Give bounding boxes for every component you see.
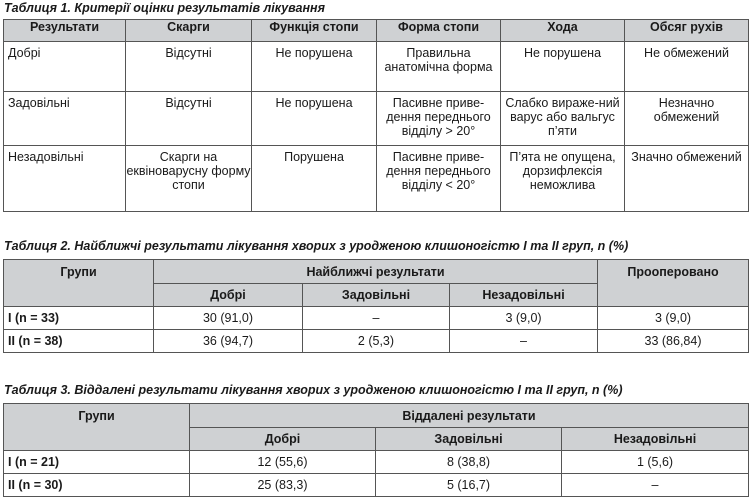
table2-cell: 3 (9,0) bbox=[450, 307, 598, 330]
table2-cell: 33 (86,84) bbox=[598, 330, 749, 353]
table3-cell: – bbox=[562, 474, 749, 497]
table3-cell-group: II (n = 30) bbox=[4, 474, 190, 497]
table1-cell: Незначно обмежений bbox=[625, 92, 749, 146]
table2-subheader: Незадовільні bbox=[450, 284, 598, 307]
table1-header: Скарги bbox=[126, 20, 252, 42]
table1-cell: Порушена bbox=[252, 146, 377, 212]
table1-caption: Таблиця 1. Критерії оцінки результатів лікування bbox=[4, 1, 325, 15]
table1-header-row bbox=[4, 20, 749, 42]
table2 bbox=[3, 259, 749, 353]
table2-cell-group: I (n = 33) bbox=[4, 307, 154, 330]
table1-cell: Незадовільні bbox=[4, 146, 126, 212]
table2-header-span: Найближчі результати bbox=[154, 260, 598, 284]
table1-cell: Скарги на еквіноварусну форму стопи bbox=[126, 146, 252, 212]
table1-cell: Задовільні bbox=[4, 92, 126, 146]
table3 bbox=[3, 403, 749, 497]
table3-subheader: Незадовільні bbox=[562, 428, 749, 451]
table1-header: Функція стопи bbox=[252, 20, 377, 42]
table-row bbox=[4, 42, 749, 92]
table3-cell: 8 (38,8) bbox=[376, 451, 562, 474]
table3-subheader: Задовільні bbox=[376, 428, 562, 451]
table1-cell: Не порушена bbox=[501, 42, 625, 92]
table1-cell: Правильна анатомічна форма bbox=[377, 42, 501, 92]
table1-header: Хода bbox=[501, 20, 625, 42]
table2-subheader: Добрі bbox=[154, 284, 303, 307]
table3-subheader: Добрі bbox=[190, 428, 376, 451]
table1-cell: Пасивне приве-дення переднього відділу > 20° bbox=[377, 92, 501, 146]
table1-cell: Слабко вираже-ний варус або вальгус п’яти bbox=[501, 92, 625, 146]
table1-cell: Не порушена bbox=[252, 42, 377, 92]
table-row bbox=[4, 474, 749, 497]
table3-header-span: Віддалені результати bbox=[190, 404, 749, 428]
table1-header: Форма стопи bbox=[377, 20, 501, 42]
table2-cell: 30 (91,0) bbox=[154, 307, 303, 330]
table3-header-row bbox=[4, 404, 749, 428]
table-row bbox=[4, 451, 749, 474]
table2-cell: 2 (5,3) bbox=[303, 330, 450, 353]
table1-cell: Добрі bbox=[4, 42, 126, 92]
table1-cell: Значно обмежений bbox=[625, 146, 749, 212]
table3-header-groups: Групи bbox=[4, 404, 190, 451]
table1-cell: Відсутні bbox=[126, 92, 252, 146]
table1-cell: Відсутні bbox=[126, 42, 252, 92]
table1 bbox=[3, 19, 749, 212]
table1-cell: Не порушена bbox=[252, 92, 377, 146]
table2-cell: 3 (9,0) bbox=[598, 307, 749, 330]
table2-header-operated: Прооперовано bbox=[598, 260, 749, 307]
table2-cell: – bbox=[303, 307, 450, 330]
table2-caption: Таблиця 2. Найближчі результати лікування хворих з уродженою клишоногістю I та II груп, n (%) bbox=[4, 239, 629, 253]
table3-cell-group: I (n = 21) bbox=[4, 451, 190, 474]
table3-caption: Таблиця 3. Віддалені результати лікування хворих з уродженою клишоногістю I та II груп, n (%) bbox=[4, 383, 623, 397]
table1-cell: Пасивне приве-дення переднього відділу < 20° bbox=[377, 146, 501, 212]
table2-subheader: Задовільні bbox=[303, 284, 450, 307]
table2-header-row bbox=[4, 260, 749, 284]
table3-cell: 5 (16,7) bbox=[376, 474, 562, 497]
table3-cell: 1 (5,6) bbox=[562, 451, 749, 474]
table2-header-groups: Групи bbox=[4, 260, 154, 307]
table-row bbox=[4, 146, 749, 212]
table-row bbox=[4, 330, 749, 353]
table3-cell: 25 (83,3) bbox=[190, 474, 376, 497]
table2-cell: 36 (94,7) bbox=[154, 330, 303, 353]
table2-cell: – bbox=[450, 330, 598, 353]
table2-cell-group: II (n = 38) bbox=[4, 330, 154, 353]
table1-header: Обсяг рухів bbox=[625, 20, 749, 42]
table-row bbox=[4, 307, 749, 330]
table-row bbox=[4, 92, 749, 146]
table1-header: Результати bbox=[4, 20, 126, 42]
table1-cell: Не обмежений bbox=[625, 42, 749, 92]
table1-cell: П’ята не опущена, дорзифлексія неможлива bbox=[501, 146, 625, 212]
table3-cell: 12 (55,6) bbox=[190, 451, 376, 474]
